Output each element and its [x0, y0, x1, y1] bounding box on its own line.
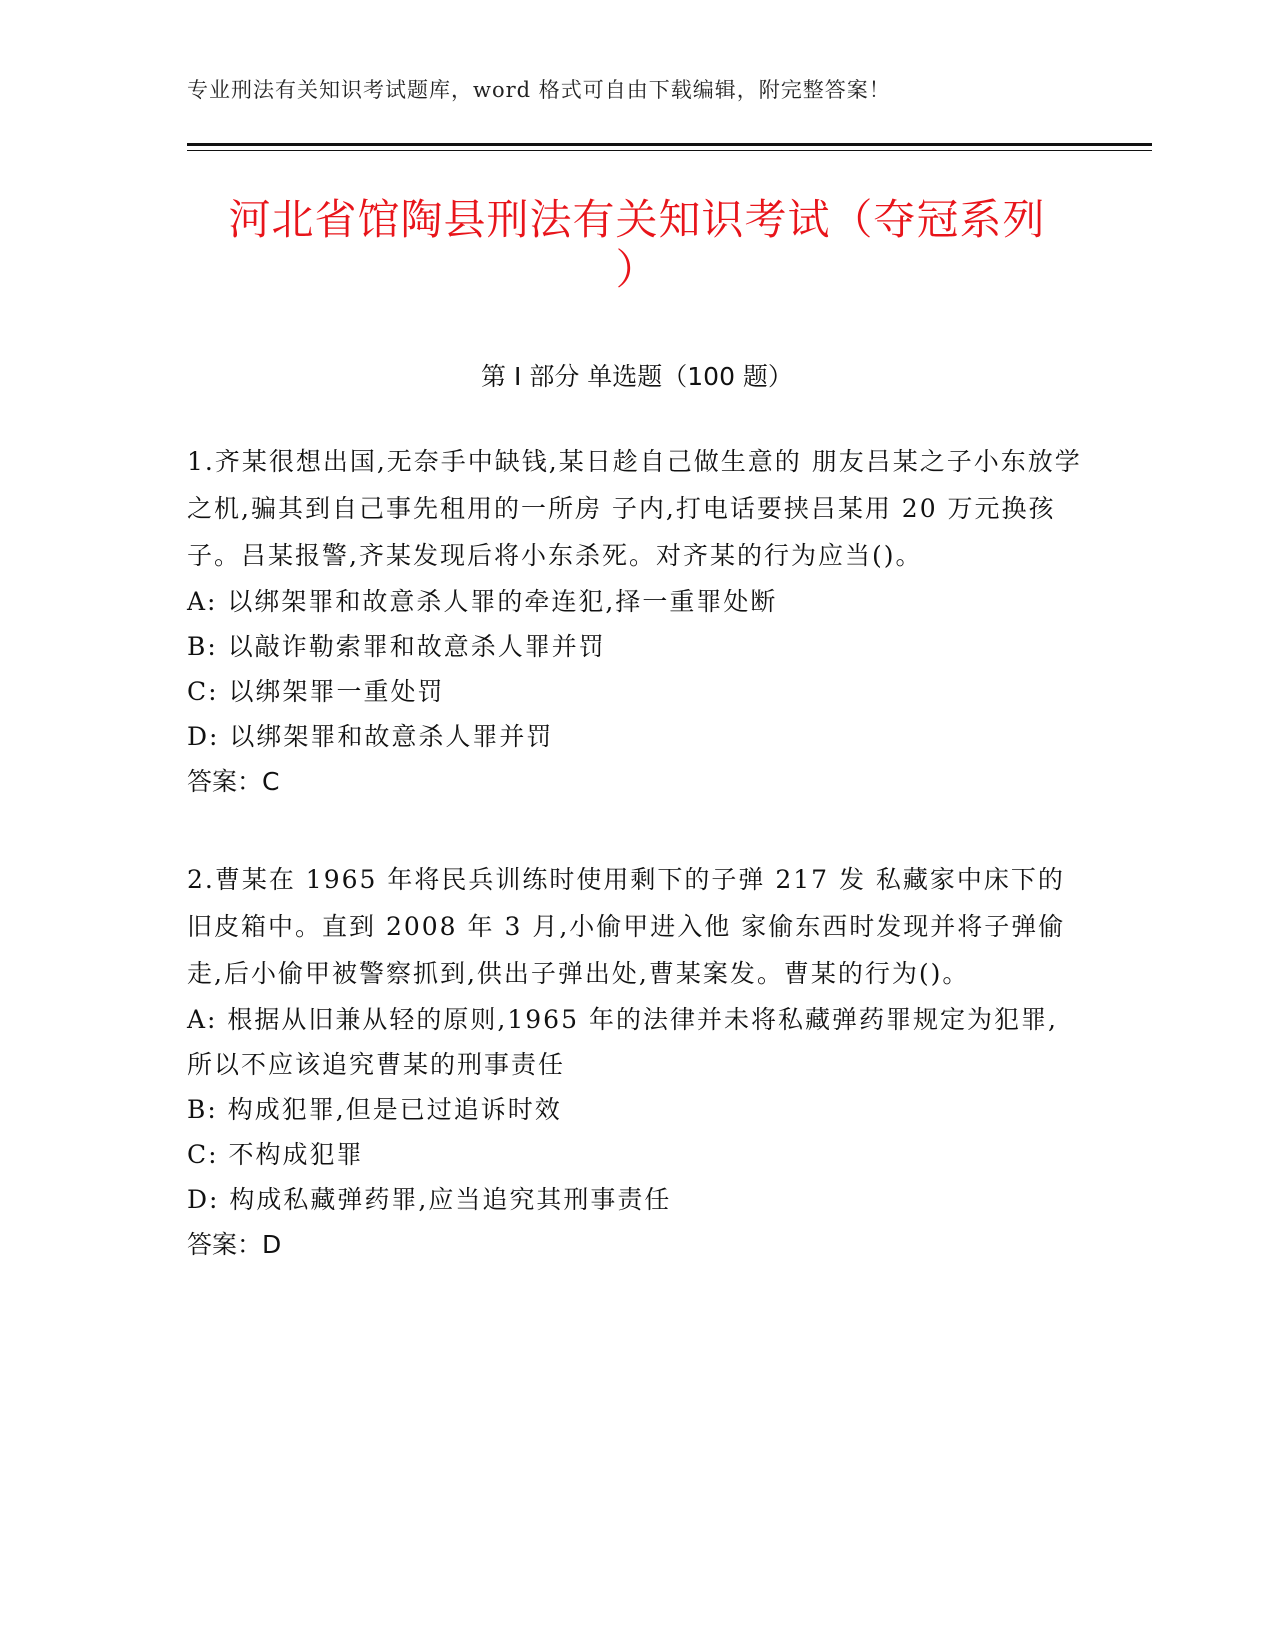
header-note: 专业刑法有关知识考试题库，word 格式可自由下载编辑，附完整答案！: [187, 78, 891, 102]
option-b: B: 构成犯罪,但是已过追诉时效: [187, 1095, 562, 1124]
document-title-line-1: 河北省馆陶县刑法有关知识考试（夺冠系列: [228, 195, 1046, 244]
option-d: D: 以绑架罪和故意杀人罪并罚: [187, 722, 554, 751]
option-list: [187, 579, 1082, 759]
question-stem: 1.齐某很想出国,无奈手中缺钱,某日趁自己做生意的 朋友吕某之子小东放学之机,骗其到自己事先租用的一所房 子内,打电话要挟吕某用 20 万元换孩子。吕某报警,齐某发现后将小东杀死。对齐某的行为应当()。: [187, 447, 1082, 570]
option-list: [187, 997, 1082, 1222]
option-b: B: 以敲诈勒索罪和故意杀人罪并罚: [187, 632, 606, 661]
option-a: A: 根据从旧兼从轻的原则,1965 年的法律并未将私藏弹药罪规定为犯罪,所以不应该追究曹某的刑事责任: [187, 1005, 1058, 1079]
question-1: [187, 438, 1082, 804]
section-title: 第 I 部分 单选题（100 题）: [481, 362, 793, 391]
option-a: A: 以绑架罪和故意杀人罪的牵连犯,择一重罪处断: [187, 587, 778, 616]
header-divider-thick: [187, 143, 1152, 146]
header-divider-thin: [187, 150, 1152, 151]
answer-label: 答案：D: [187, 1230, 282, 1259]
option-c: C: 不构成犯罪: [187, 1140, 364, 1169]
document-title: [187, 195, 1087, 295]
question-list: [187, 438, 1082, 1319]
question-stem: 2.曹某在 1965 年将民兵训练时使用剩下的子弹 217 发 私藏家中床下的旧皮箱中。直到 2008 年 3 月,小偷甲进入他 家偷东西时发现并将子弹偷走,后小偷甲被警察抓到,供出子弹出处,曹某案发。曹某的行为()。: [187, 865, 1066, 988]
answer-label: 答案：C: [187, 767, 280, 796]
option-c: C: 以绑架罪一重处罚: [187, 677, 445, 706]
document-title-line-2: ）: [615, 245, 659, 294]
question-2: [187, 856, 1082, 1267]
option-d: D: 构成私藏弹药罪,应当追究其刑事责任: [187, 1185, 672, 1214]
